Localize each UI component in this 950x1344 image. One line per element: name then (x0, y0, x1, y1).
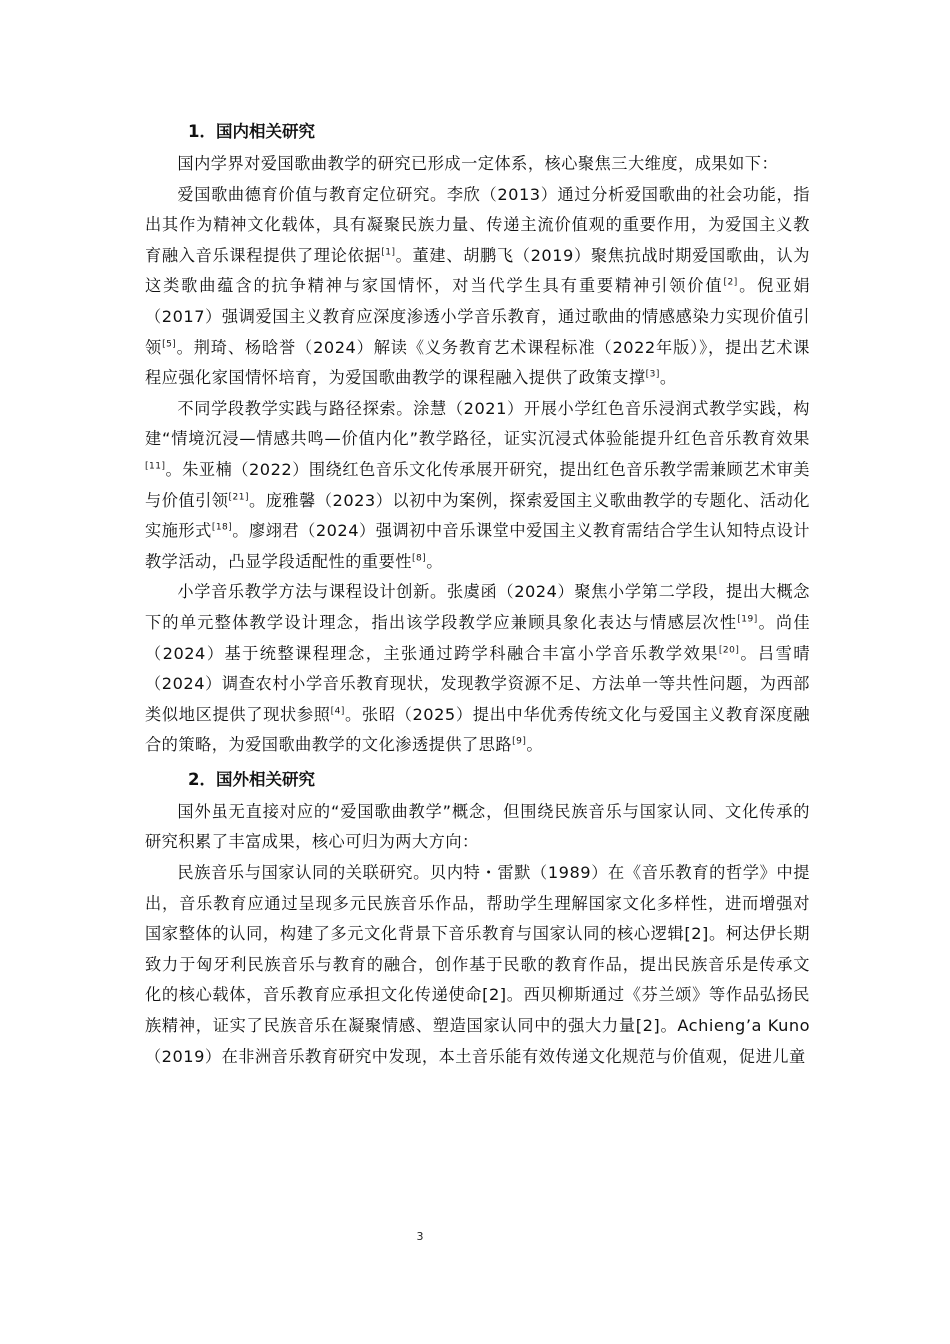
section-heading-foreign: 2．国外相关研究 (188, 769, 315, 789)
citation-marker: [18] (211, 522, 233, 533)
body-paragraph (145, 577, 810, 761)
text-run: 。 (659, 368, 677, 388)
text-run: 。朱亚楠（2022）围绕红色音乐文化传承展开研究，提出红色音乐教学需兼顾艺术审美与价值引领 (145, 459, 810, 510)
text-run: 爱国歌曲德育价值与教育定位研究。李欣（2013）通过分析爱国歌曲的社会功能，指出其作为精神文化载体，具有凝聚民族力量、传递主流价值观的重要作用，为爱国主义教育融入音乐课程提供了理论依据 (145, 184, 810, 265)
body-paragraph (145, 180, 810, 394)
text-run: 国内学界对爱国歌曲教学的研究已形成一定体系，核心聚焦三大维度，成果如下： (177, 154, 779, 173)
text-run: 。倪亚娟（2017）强调爱国主义教育应深度渗透小学音乐教育，通过歌曲的情感感染力实现价值引领 (145, 276, 811, 357)
citation-marker: [3] (645, 369, 660, 380)
citation-marker: [5] (162, 339, 177, 350)
citation-marker: [9] (512, 736, 527, 747)
text-run: 民族音乐与国家认同的关联研究。贝内特・雷默（1989）在《音乐教育的哲学》中提出，音乐教育应通过呈现多元民族音乐作品，帮助学生理解国家文化多样性，进而增强对国家整体的认同，构建了多元文化背景下音乐教育与国家认同的核心逻辑[2]。柯达伊长期致力于匈牙利民族音乐与教育的融合，创作基于民歌的教育作品，提出民族音乐是传承文化的核心载体，音乐教育应承担文化传递使命[2]。西贝柳斯通过《芬兰颂》等作品弘扬民族精神，证实了民族音乐在凝聚情感、塑造国家认同中的强大力量[2]。Achieng’a Kuno（2019）在非洲音乐教育研究中发现，本土音乐能有效传递文化规范与价值观，促进儿童 (145, 863, 810, 1066)
text-run: 。吕雪晴（2024）调查农村小学音乐教育现状，发现教学资源不足、方法单一等共性问题，为西部类似地区提供了现状参照 (145, 643, 811, 724)
section-body-domestic (145, 149, 810, 761)
citation-marker: [8] (412, 553, 427, 564)
body-paragraph (145, 149, 810, 180)
body-paragraph (145, 858, 810, 1072)
text-run: 。荆琦、杨晗誉（2024）解读《义务教育艺术课程标准（2022年版）》，提出艺术课程应强化家国情怀培育，为爱国歌曲教学的课程融入提供了政策支撑 (145, 337, 810, 388)
text-run: 。张昭（2025）提出中华优秀传统文化与爱国主义教育深度融合的策略，为爱国歌曲教学的文化渗透提供了思路 (145, 704, 811, 755)
citation-marker: [1] (381, 247, 396, 258)
text-run: 。 (526, 735, 544, 755)
text-run: 。尚佳（2024）基于统整课程理念，主张通过跨学科融合丰富小学音乐教学效果 (145, 612, 811, 663)
citation-marker: [20] (718, 645, 740, 656)
text-run: 。廖翊君（2024）强调初中音乐课堂中爱国主义教育需结合学生认知特点设计教学活动，凸显学段适配性的重要性 (145, 521, 810, 571)
citation-marker: [19] (737, 614, 758, 625)
text-run: 国外虽无直接对应的“爱国歌曲教学”概念，但围绕民族音乐与国家认同、文化传承的研究积累了丰富成果，核心可归为两大方向： (145, 801, 810, 852)
text-run: 。董建、胡鹏飞（2019）聚焦抗战时期爱国歌曲，认为这类歌曲蕴含的抗争精神与家国情怀，对当代学生具有重要精神引领价值 (145, 245, 810, 296)
citation-marker: [11] (145, 461, 166, 472)
text-run: 小学音乐教学方法与课程设计创新。张虞函（2024）聚焦小学第二学段，提出大概念下的单元整体教学设计理念，指出该学段教学应兼顾具象化表达与情感层次性 (145, 582, 810, 632)
citation-marker: [21] (228, 492, 249, 503)
text-run: 。 (426, 551, 443, 571)
citation-marker: [4] (330, 706, 345, 717)
text-run: 。庞雅馨（2023）以初中为案例，探索爱国主义歌曲教学的专题化、活动化实施形式 (145, 490, 810, 541)
section-body-foreign (145, 797, 810, 1072)
document-page (145, 113, 810, 1072)
body-paragraph (145, 797, 810, 858)
body-paragraph (145, 394, 810, 578)
section-heading-domestic: 1．国内相关研究 (188, 122, 315, 141)
text-run: 不同学段教学实践与路径探索。涂慧（2021）开展小学红色音乐浸润式教学实践，构建“情境沉浸—情感共鸣—价值内化”教学路径，证实沉浸式体验能提升红色音乐教育效果 (145, 398, 810, 449)
citation-marker: [2] (723, 277, 738, 288)
page-number: 3 (416, 1230, 424, 1243)
